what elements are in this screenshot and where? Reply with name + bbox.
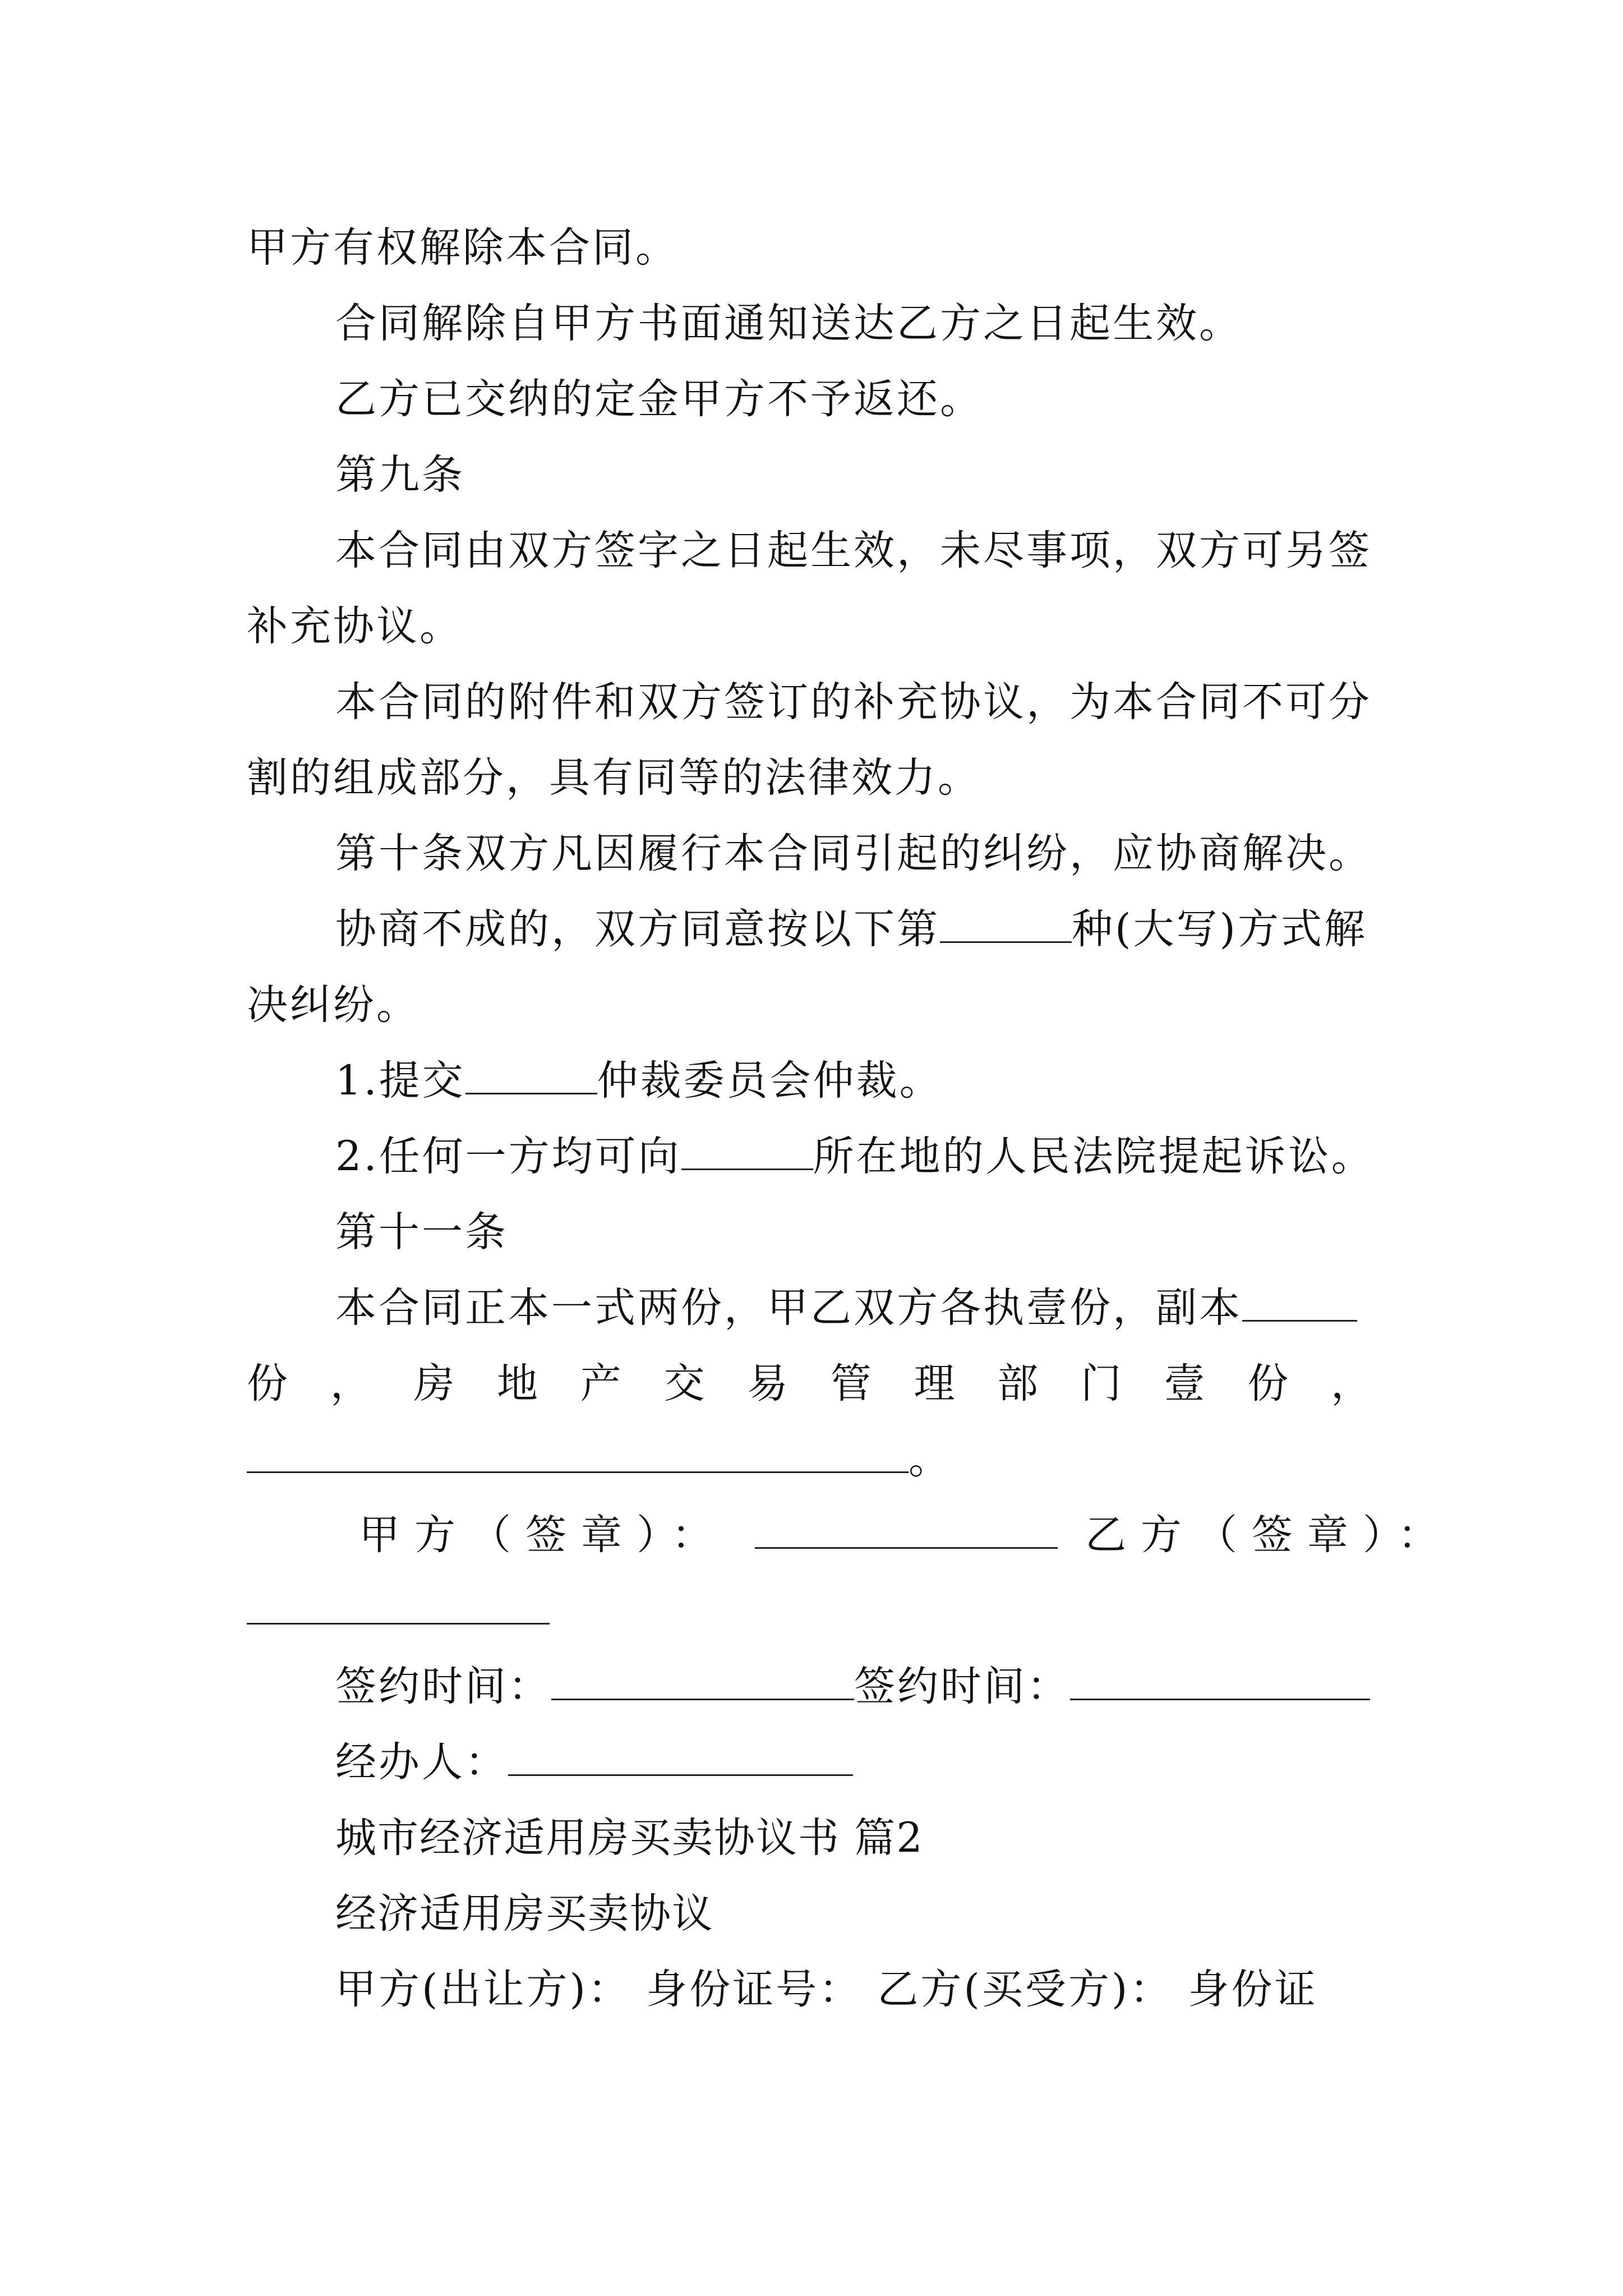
sign-time-b-label: 签约时间： — [854, 1663, 1070, 1710]
agent-label: 经办人： — [335, 1738, 508, 1786]
char: 房 — [413, 1360, 457, 1407]
char: ， — [1330, 1360, 1374, 1407]
char: 产 — [580, 1360, 624, 1407]
sign-time-a-blank[interactable] — [551, 1664, 854, 1700]
char: 理 — [914, 1360, 957, 1407]
char: 交 — [663, 1360, 707, 1407]
paragraph-line: 乙方已交纳的定金甲方不予返还。 — [335, 375, 983, 423]
agent-blank[interactable] — [508, 1740, 853, 1776]
char: ， — [330, 1360, 374, 1407]
option-line — [335, 1053, 1374, 1109]
paragraph-line: 本合同由双方签字之日起生效，未尽事项，双方可另签 — [335, 527, 1372, 574]
agent-line — [335, 1734, 1374, 1791]
parties-line: 甲方(出让方)： 身份证号： 乙方(买受方)： 身份证 — [335, 1966, 1318, 2013]
negotiation-text: 协商不成的，双方同意按以下第 — [335, 905, 940, 953]
option-text: 2.任何一方均可向 — [335, 1133, 681, 1180]
party-b-label: 乙方（签章）： — [1085, 1511, 1454, 1559]
char: 份 — [247, 1360, 290, 1407]
sign-time-b-blank[interactable] — [1070, 1664, 1370, 1700]
court-location-blank[interactable] — [681, 1134, 813, 1170]
article-heading: 第九条 — [335, 451, 465, 499]
char: 壹 — [1164, 1360, 1207, 1407]
copies-end-line — [247, 1432, 1374, 1488]
party-b-blank[interactable] — [247, 1588, 550, 1625]
paragraph-line: 合同解除自甲方书面通知送达乙方之日起生效。 — [335, 300, 1242, 347]
copies-text: 本合同正本一式两份，甲乙双方各执壹份，副本 — [335, 1284, 1242, 1332]
party-b-line — [247, 1583, 1374, 1639]
method-blank[interactable] — [940, 907, 1072, 943]
negotiation-line — [335, 901, 1374, 958]
signature-line — [359, 1507, 1454, 1563]
char: 门 — [1080, 1360, 1124, 1407]
arbitration-blank[interactable] — [465, 1058, 597, 1094]
char: 部 — [997, 1360, 1041, 1407]
negotiation-text: 种(大写)方式解 — [1072, 905, 1367, 953]
option-text: 仲裁委员会仲裁。 — [597, 1057, 943, 1105]
char: 易 — [747, 1360, 791, 1407]
paragraph-line: 补充协议。 — [247, 602, 463, 650]
party-a-blank[interactable] — [755, 1512, 1058, 1549]
agreement-title: 经济适用房买卖协议 — [335, 1890, 714, 1938]
article-heading: 第十一条 — [335, 1208, 508, 1256]
copies-count-blank[interactable] — [1242, 1285, 1357, 1322]
paragraph-line: 甲方有权解除本合同。 — [247, 224, 679, 272]
paragraph-line: 本合同的附件和双方签订的补充协议，为本合同不可分 — [335, 678, 1372, 726]
copies-line-spread — [247, 1356, 1374, 1412]
paragraph-line: 决纠纷。 — [247, 981, 419, 1029]
sign-time-a-label: 签约时间： — [335, 1663, 551, 1710]
paragraph-line: 第十条双方凡因履行本合同引起的纠纷，应协商解决。 — [335, 830, 1372, 877]
option-text: 1.提交 — [335, 1057, 465, 1105]
copies-line — [335, 1280, 1374, 1336]
copies-other-blank[interactable] — [247, 1437, 909, 1473]
option-text: 所在地的人民法院提起诉讼。 — [813, 1133, 1375, 1180]
party-a-label: 甲方（签章）： — [359, 1511, 727, 1559]
char: 地 — [497, 1360, 541, 1407]
sign-time-line — [335, 1659, 1374, 1715]
char: 份 — [1247, 1360, 1291, 1407]
period: 。 — [909, 1435, 952, 1483]
char: 管 — [830, 1360, 874, 1407]
section-heading: 城市经济适用房买卖协议书 篇2 — [335, 1814, 924, 1862]
option-line — [335, 1129, 1374, 1185]
paragraph-line: 割的组成部分，具有同等的法律效力。 — [247, 754, 981, 802]
